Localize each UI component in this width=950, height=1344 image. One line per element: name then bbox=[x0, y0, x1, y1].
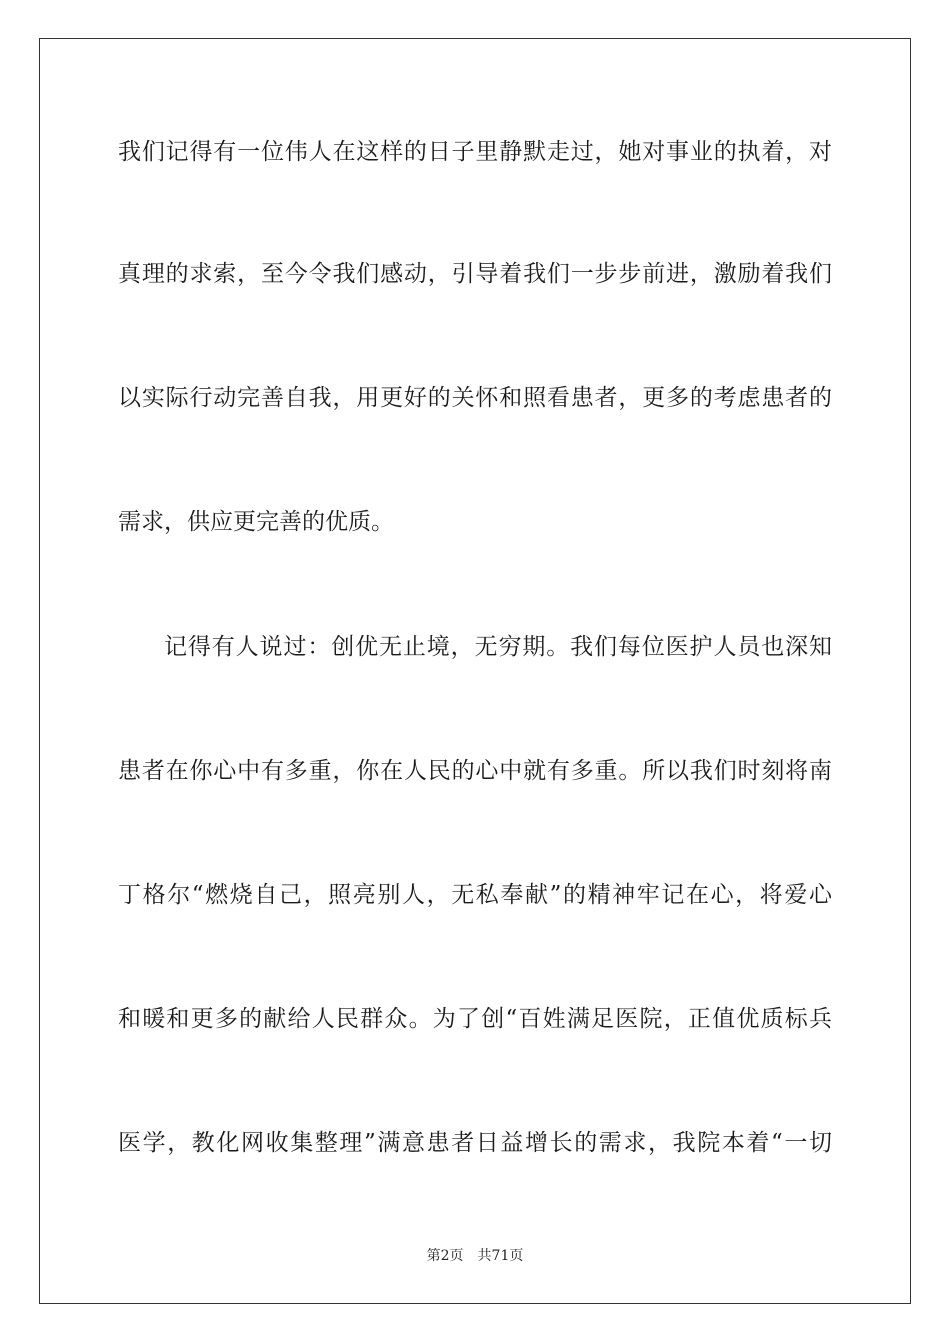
text-line: 真理的求索，至今令我们感动，引导着我们一步步前进，激励着我们 bbox=[118, 261, 832, 287]
text-line: 以实际行动完善自我，用更好的关怀和照看患者，更多的考虑患者的 bbox=[118, 385, 832, 411]
total-page-count: 共71页 bbox=[477, 1248, 524, 1264]
page-border bbox=[39, 38, 911, 1304]
text-line: 患者在你心中有多重，你在人民的心中就有多重。所以我们时刻将南 bbox=[118, 758, 832, 784]
text-line: 医学，教化网收集整理”满意患者日益增长的需求，我院本着“一切 bbox=[118, 1130, 832, 1156]
text-line: 丁格尔“燃烧自己，照亮别人，无私奉献”的精神牢记在心，将爱心 bbox=[118, 882, 832, 908]
text-line: 需求，供应更完善的优质。 bbox=[118, 509, 394, 535]
text-line-indented: 记得有人说过：创优无止境，无穷期。我们每位医护人员也深知 bbox=[164, 634, 832, 660]
text-line: 我们记得有一位伟人在这样的日子里静默走过，她对事业的执着，对 bbox=[118, 139, 832, 165]
current-page-number: 第2页 bbox=[426, 1248, 464, 1264]
page-footer bbox=[0, 1246, 950, 1266]
text-line: 和暖和更多的献给人民群众。为了创“百姓满足医院，正值优质标兵 bbox=[118, 1006, 832, 1032]
